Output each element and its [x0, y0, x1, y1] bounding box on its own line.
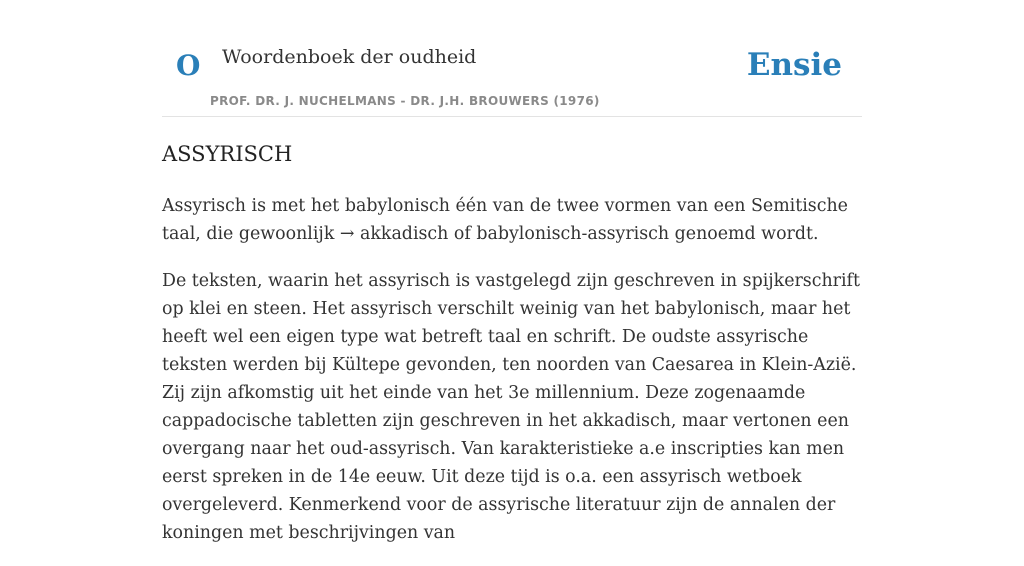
akkadisch-link[interactable]: akkadisch — [360, 224, 449, 244]
ensie-logo[interactable]: Ensie — [746, 47, 842, 83]
book-letter-icon: O — [176, 49, 201, 82]
book-title[interactable]: Woordenboek der oudheid — [222, 46, 477, 68]
paragraph-1-text-before: Assyrisch is met het babylonisch één van de twee vormen van een Semitische taal, die gewoonlijk — [162, 196, 848, 244]
book-authors: PROF. DR. J. NUCHELMANS - DR. J.H. BROUWERS (1976) — [210, 94, 600, 108]
article-paragraph-1 — [162, 192, 862, 248]
page — [162, 0, 862, 543]
arrow-right-icon: → — [339, 224, 355, 244]
article-title: ASSYRISCH — [162, 142, 293, 166]
article-paragraph-2: De teksten, waarin het assyrisch is vastgelegd zijn geschreven in spijkerschrift op klei en steen. Het assyrisch verschilt weinig van het babylonisch, maar het heeft wel een eigen type wat betreft taal en schrift. De oudste assyrische teksten werden bij Kültepe gevonden, ten noorden van Caesarea in Klein-Azië. Zij zijn afkomstig uit het einde van het 3e millennium. Deze zogenaamde cappadocische tabletten zijn geschreven in het akkadisch, maar vertonen een overgang naar het oud-assyrisch. Van karakteristieke a.e inscripties kan men eerst spreken in de 14e eeuw. Uit deze tijd is o.a. een assyrisch wetboek overgeleverd. Kenmerkend voor de assyrische literatuur zijn de annalen der koningen met beschrijvingen van — [162, 271, 860, 543]
article-body — [162, 192, 862, 566]
dictionary-header — [162, 0, 862, 117]
paragraph-1-text-after: of babylonisch-assyrisch genoemd wordt. — [448, 224, 819, 244]
